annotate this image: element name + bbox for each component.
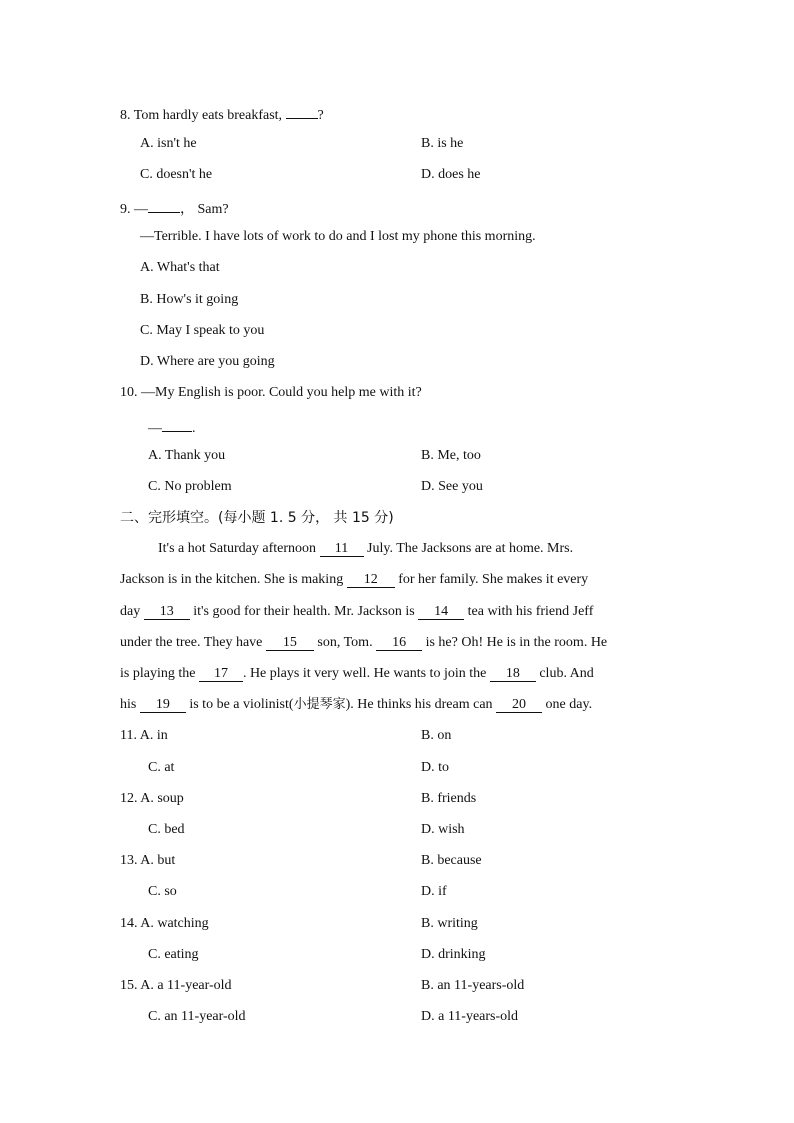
question-12-option-a: 12. A. soup <box>120 791 184 806</box>
question-12-option-c: C. bed <box>148 822 185 837</box>
question-14-option-c: C. eating <box>148 947 199 962</box>
question-13-option-b: B. because <box>421 853 482 868</box>
passage-text: It's a hot Saturday afternoon <box>158 541 320 556</box>
passage-text: for her family. She makes it every <box>394 572 589 587</box>
passage-text: it's good for their health. Mr. Jackson is <box>189 604 419 619</box>
question-8-mark: ? <box>317 108 324 123</box>
passage-text: is playing the <box>120 666 199 681</box>
blank-16: 16 <box>376 635 422 651</box>
passage-text: one day. <box>542 697 593 712</box>
question-14-option-a: 14. A. watching <box>120 916 209 931</box>
blank-20: 20 <box>496 697 542 713</box>
passage-text: under the tree. They have <box>120 635 266 650</box>
question-8-option-d: D. does he <box>421 167 481 182</box>
question-10-option-d: D. See you <box>421 479 483 494</box>
question-13-option-a: 13. A. but <box>120 853 176 868</box>
blank-14: 14 <box>418 604 464 620</box>
passage-text: day <box>120 604 144 619</box>
passage-text: tea with his friend Jeff <box>464 604 594 619</box>
blank-19: 19 <box>140 697 186 713</box>
passage-text: Jackson is in the kitchen. She is making <box>120 572 347 587</box>
section-2-heading: 二、完形填空。(每小题 1. 5 分， 共 15 分) <box>120 510 394 526</box>
passage-line-2 <box>120 571 666 589</box>
question-10-blank <box>162 416 192 432</box>
question-8-option-c: C. doesn't he <box>140 167 213 182</box>
question-10-reply <box>148 416 196 438</box>
question-14-option-b: B. writing <box>421 916 478 931</box>
blank-17: 17 <box>199 666 243 682</box>
question-8-option-b: B. is he <box>421 136 464 151</box>
passage-text: is he? Oh! He is in the room. He <box>422 635 608 650</box>
question-9-option-b: B. How's it going <box>140 292 239 307</box>
question-12-option-d: D. wish <box>421 822 465 837</box>
passage-text: July. The Jacksons are at home. Mrs. <box>363 541 574 556</box>
question-8-text: 8. Tom hardly eats breakfast, <box>120 108 286 123</box>
question-9-reply: —Terrible. I have lots of work to do and I lost my phone this morning. <box>140 229 536 244</box>
question-13-option-d: D. if <box>421 884 447 899</box>
question-11-option-c: C. at <box>148 760 175 775</box>
question-10-option-b: B. Me, too <box>421 448 481 463</box>
blank-18: 18 <box>490 666 536 682</box>
question-15-option-d: D. a 11-years-old <box>421 1009 519 1024</box>
question-13-option-c: C. so <box>148 884 177 899</box>
question-15-option-a: 15. A. a 11-year-old <box>120 978 232 993</box>
passage-line-3 <box>120 603 666 621</box>
passage-text: is to be a violinist( <box>185 697 294 712</box>
blank-11: 11 <box>320 541 364 557</box>
question-14-option-d: D. drinking <box>421 947 486 962</box>
passage-text: son, Tom. <box>313 635 377 650</box>
question-9-stem <box>120 197 229 219</box>
passage-line-5 <box>120 665 666 683</box>
blank-15: 15 <box>266 635 314 651</box>
passage-chinese-gloss: 小提琴家 <box>293 697 346 712</box>
question-15-option-b: B. an 11-years-old <box>421 978 525 993</box>
passage-text: his <box>120 697 140 712</box>
passage-line-6 <box>120 696 666 714</box>
question-8-stem <box>120 103 324 125</box>
question-15-option-c: C. an 11-year-old <box>148 1009 246 1024</box>
question-9-option-c: C. May I speak to you <box>140 323 265 338</box>
passage-text: . He plays it very well. He wants to join the <box>242 666 490 681</box>
question-10-stem: 10. —My English is poor. Could you help me with it? <box>120 385 422 400</box>
blank-13: 13 <box>144 604 190 620</box>
question-9-option-a: A. What's that <box>140 260 220 275</box>
passage-line-1 <box>158 540 573 558</box>
question-10-period: . <box>192 421 196 436</box>
question-10-option-c: C. No problem <box>148 479 232 494</box>
question-9-option-d: D. Where are you going <box>140 354 275 369</box>
question-10-dash: — <box>148 421 162 436</box>
question-11-option-d: D. to <box>421 760 449 775</box>
question-9-dash: 9. — <box>120 202 148 217</box>
question-9-blank <box>148 197 180 213</box>
passage-line-4 <box>120 634 666 652</box>
question-11-option-a: 11. A. in <box>120 728 168 743</box>
question-8-option-a: A. isn't he <box>140 136 197 151</box>
passage-text: club. And <box>535 666 594 681</box>
question-11-option-b: B. on <box>421 728 452 743</box>
question-10-option-a: A. Thank you <box>148 448 226 463</box>
question-8-blank <box>286 103 318 119</box>
passage-text: ). He thinks his dream can <box>345 697 497 712</box>
blank-12: 12 <box>347 572 395 588</box>
question-12-option-b: B. friends <box>421 791 477 806</box>
question-9-text: ， Sam? <box>180 202 229 217</box>
